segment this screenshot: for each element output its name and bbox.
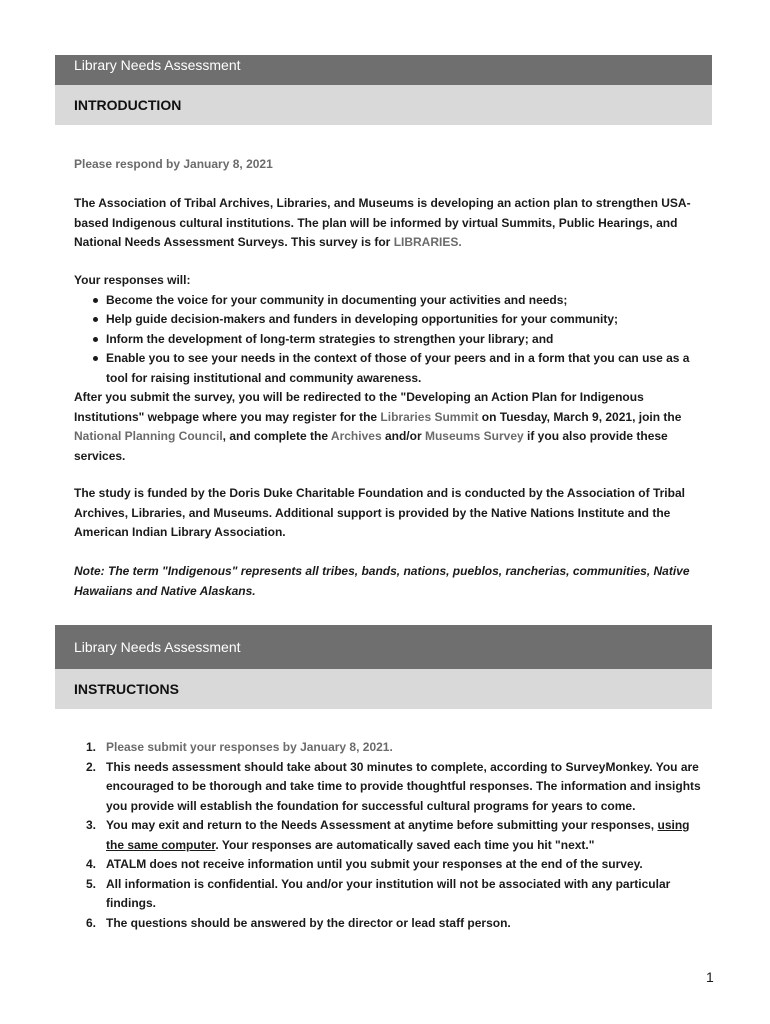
section-header-title: Library Needs Assessment	[74, 639, 241, 655]
libraries-link[interactable]: LIBRARIES.	[393, 235, 462, 249]
list-number: 4.	[86, 857, 97, 871]
note-paragraph	[74, 562, 704, 601]
list-item	[74, 758, 704, 817]
libraries-summit-link[interactable]: Libraries Summit	[380, 409, 479, 424]
list-item-text: All information is confidential. You and/or your institution will not be associated with any particular findings.	[106, 876, 671, 910]
list-item: Enable you to see your needs in the context of those of your peers and in a form that you can use as a tool for raising institutional and community awareness.	[74, 349, 704, 388]
list-item-text: You may exit and return to the Needs Assessment at anytime before submitting your responses,	[106, 818, 658, 832]
section-subheader-title: INTRODUCTION	[74, 97, 182, 113]
respond-by-text: Please respond by January 8, 2021	[74, 157, 273, 171]
list-number: 6.	[86, 915, 97, 930]
section-subheader-bar	[55, 85, 712, 125]
list-item	[74, 914, 704, 934]
list-item	[74, 855, 704, 875]
intro-paragraph-text: The Association of Tribal Archives, Libraries, and Museums is developing an action plan to strengthen USA-based Indigenous cultural institutions. The plan will be informed by virtual Summits, Public Hearings, and National Needs Assessment Surveys. This survey is for	[74, 196, 691, 249]
respond-by-line	[74, 155, 704, 175]
list-number: 3.	[86, 818, 97, 832]
note-text: Note: The term "Indigenous" represents all tribes, bands, nations, pueblos, rancherias, communities, Native Hawaiians and Native Alaskans.	[74, 564, 690, 598]
responses-list	[74, 291, 704, 389]
instructions-list	[74, 738, 704, 933]
list-item: Help guide decision-makers and funders in developing opportunities for your community;	[74, 310, 704, 330]
national-planning-council-link[interactable]: National Planning Council	[74, 429, 223, 443]
section-header-title: Library Needs Assessment	[74, 57, 241, 73]
list-item-text: ATALM does not receive information until you submit your responses at the end of the survey.	[106, 857, 643, 871]
list-item-text: Please submit your responses by January 8, 2021.	[106, 740, 393, 754]
list-item-text: This needs assessment should take about 30 minutes to complete, according to SurveyMonkey. You are encouraged to be thorough and take time to provide thoughtful responses. The information and insights you provide will establish the foundation for successful cultural programs for years to come.	[106, 759, 701, 813]
list-item	[74, 738, 704, 758]
archives-link[interactable]: Archives	[330, 429, 382, 443]
after-submit-text: After you submit the survey, you will be redirected to the "Developing an Action Plan for Indigenous Institutions" webpage where you may register for the	[74, 390, 644, 424]
study-paragraph	[74, 484, 704, 543]
instructions-section	[74, 738, 704, 933]
intro-paragraph	[74, 194, 704, 253]
list-item-text: The questions should be answered by the director or lead staff person.	[106, 915, 511, 930]
list-number: 5.	[86, 876, 97, 891]
list-item: Inform the development of long-term strategies to strengthen your library; and	[74, 330, 704, 350]
section-header-bar	[55, 625, 712, 669]
section-header-bar	[55, 55, 712, 85]
after-submit-text: , and complete the	[222, 429, 331, 443]
section-subheader-title: INSTRUCTIONS	[74, 681, 179, 697]
study-text: The study is funded by the Doris Duke Charitable Foundation and is conducted by the Association of Tribal Archives, Libraries, and Museums. Additional support is provided by the Native Nations Institute and the American Indian Library Association.	[74, 486, 685, 539]
list-number: 2.	[86, 759, 97, 774]
responses-heading: Your responses will:	[74, 273, 191, 287]
list-item-text: . Your responses are automatically saved each time you hit "next."	[215, 837, 595, 852]
responses-section	[74, 271, 704, 466]
underlined-text: using the same computer	[106, 818, 690, 852]
museums-survey-link[interactable]: Museums Survey	[424, 429, 524, 443]
list-number: 1.	[86, 740, 97, 754]
list-item	[74, 816, 704, 855]
list-item	[74, 875, 704, 914]
after-submit-text: if you also provide these services.	[74, 429, 668, 463]
after-submit-text: on Tuesday, March 9, 2021, join the	[478, 409, 682, 424]
page-number: 1	[706, 969, 714, 985]
after-submit-text: and/or	[381, 429, 425, 443]
section-subheader-bar	[55, 669, 712, 709]
after-submit-paragraph	[74, 388, 704, 466]
list-item: Become the voice for your community in documenting your activities and needs;	[74, 291, 704, 311]
